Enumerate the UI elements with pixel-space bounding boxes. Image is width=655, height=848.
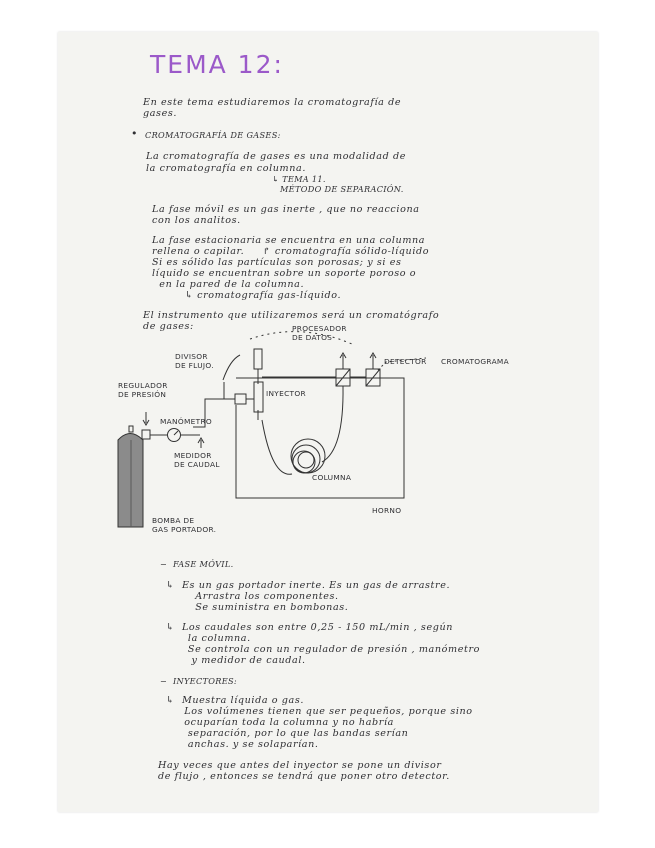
iny-line-2: Los volúmenes tienen que ser pequeños, porque sino — [166, 706, 473, 717]
iny-line-4: separación, por lo que las bandas serían — [166, 728, 409, 739]
label-inyector: INYECTOR — [266, 389, 306, 398]
iny-line-1: ↳ Muestra líquida o gas. — [166, 695, 305, 706]
label-manometro: MANÓMETRO — [160, 417, 212, 426]
p1-note-1: ↳ TEMA 11. — [272, 174, 326, 184]
inyectores-heading: − INYECTORES: — [160, 676, 237, 686]
p1-note-2: MÉTODO DE SEPARACIÓN. — [280, 184, 404, 194]
detector-2-box — [254, 349, 262, 369]
fm2-line-4: y medidor de caudal. — [166, 655, 306, 666]
fm2-line-3: Se controla con un regulador de presión , manómetro — [166, 644, 481, 655]
final-line-2: de flujo , entonces se tendrá que poner otro detector. — [158, 771, 450, 782]
intro-line-2: gases. — [143, 108, 178, 119]
label-horno: HORNO — [372, 506, 402, 515]
p2-line-1: La fase móvil es un gas inerte , que no reacciona — [152, 204, 420, 215]
inyector-body — [254, 382, 263, 412]
p3-line-3: Si es sólido las partículas son porosas; y si es — [152, 257, 402, 268]
p4-line-1: El instrumento que utilizaremos será un cromatógrafo — [143, 310, 440, 321]
p3-line-4: líquido se encuentran sobre un soporte poroso o — [152, 268, 417, 279]
label-procesador: PROCESADOR DE DATOS — [292, 324, 347, 342]
bullet-dot: • — [131, 127, 138, 140]
fm1-line-3: Se suministra en bombonas. — [166, 602, 349, 613]
intro-line-1: En este tema estudiaremos la cromatografía de — [143, 97, 402, 108]
label-regulador: REGULADOR DE PRESIÓN — [118, 381, 168, 399]
iny-line-5: anchas. y se solaparían. — [166, 739, 319, 750]
p3-line-2: rellena o capilar. ↱ cromatografía sólido-líquido — [152, 246, 430, 257]
divisor-pointer — [223, 355, 240, 380]
label-divisor: DIVISOR DE FLUJO. — [175, 352, 214, 370]
p1-line-1: La cromatografía de gases es una modalidad de — [146, 151, 406, 162]
section-heading: CROMATOGRAFÍA DE GASES: — [145, 130, 281, 140]
p3-line-5: en la pared de la columna. — [152, 279, 305, 290]
label-columna: COLUMNA — [312, 473, 352, 482]
label-bomba: BOMBA DE GAS PORTADOR. — [152, 516, 217, 534]
fm1-line-1: ↳ Es un gas portador inerte. Es un gas de arrastre. — [166, 580, 451, 591]
p3-line-6: ↳ cromatografía gas-líquido. — [152, 290, 342, 301]
page-title: TEMA 12: — [150, 50, 284, 79]
p1-line-2: la cromatografía en columna. — [146, 163, 307, 174]
fm2-line-2: la columna. — [166, 633, 251, 644]
iny-line-3: ocuparían toda la columna y no habría — [166, 717, 394, 728]
fm1-line-2: Arrastra los componentes. — [166, 591, 339, 602]
fm2-line-1: ↳ Los caudales son entre 0,25 - 150 mL/min , según — [166, 622, 454, 633]
label-detector: DETECTOR — [384, 357, 427, 366]
p2-line-2: con los analitos. — [152, 215, 241, 226]
label-cromatograma: CROMATOGRAMA — [441, 357, 509, 366]
divisor-box — [235, 394, 246, 404]
final-line-1: Hay veces que antes del inyector se pone un divisor — [158, 760, 442, 771]
p4-line-2: de gases: — [143, 321, 194, 332]
fase-movil-heading: − FASE MÓVIL. — [160, 559, 234, 569]
regulator-box — [142, 430, 150, 439]
p3-line-1: La fase estacionaria se encuentra en una columna — [152, 235, 426, 246]
label-medidor: MEDIDOR DE CAUDAL — [174, 451, 220, 469]
